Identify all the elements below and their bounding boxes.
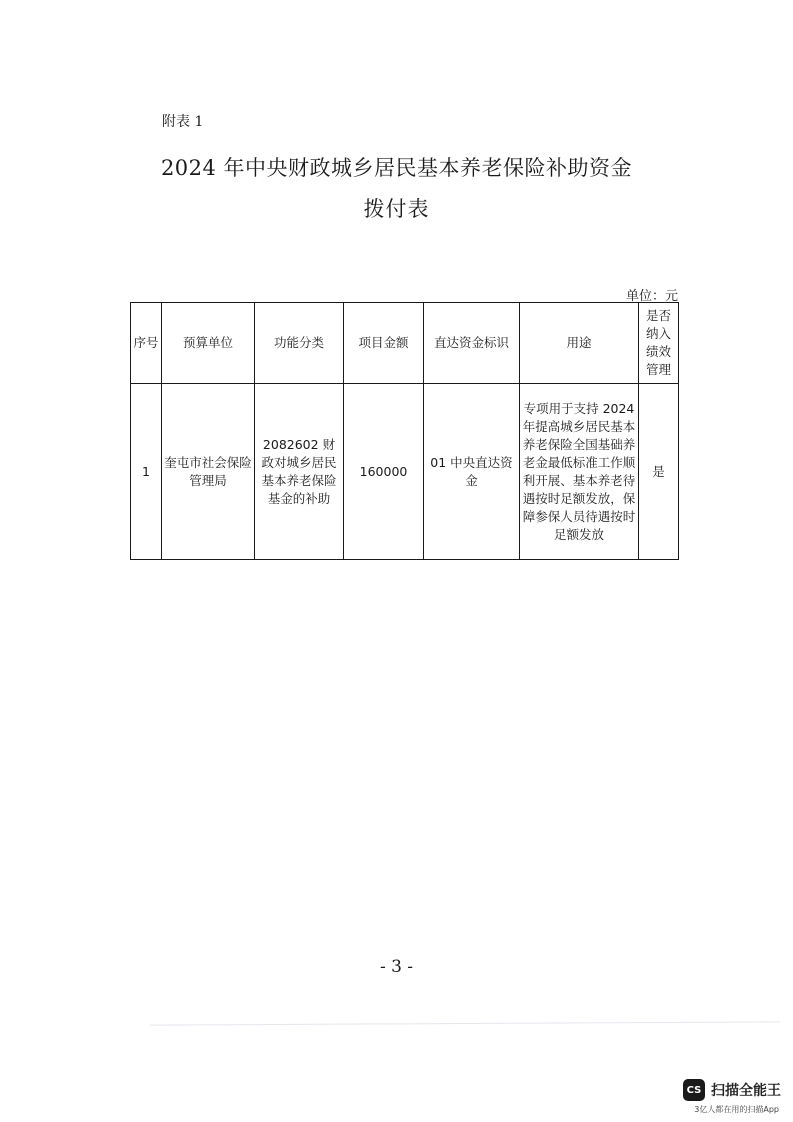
header-direct-fund-flag: 直达资金标识: [424, 303, 520, 384]
header-budget-unit: 预算单位: [162, 303, 255, 384]
header-function-class: 功能分类: [255, 303, 344, 384]
cell-function-class: 2082602 财政对城乡居民基本养老保险基金的补助: [255, 384, 344, 560]
cell-direct-fund-flag: 01 中央直达资金: [424, 384, 520, 560]
header-index: 序号: [131, 303, 162, 384]
cell-index: 1: [131, 384, 162, 560]
table-row: [131, 384, 679, 560]
watermark-app-name: 扫描全能王: [711, 1083, 781, 1099]
cell-performance-managed: 是: [639, 384, 679, 560]
cell-purpose: 专项用于支持 2024 年提高城乡居民基本养老保险全国基础养老金最低标准工作顺利开展、基本养老待遇按时足额发放，保障参保人员待遇按时足额发放: [520, 384, 639, 560]
unit-label: 单位：元: [626, 289, 679, 304]
header-amount: 项目金额: [344, 303, 424, 384]
table-header-row: [131, 303, 679, 384]
cell-amount: 160000: [344, 384, 424, 560]
document-title: 2024 年中央财政城乡居民基本养老保险补助资金: [160, 156, 633, 180]
camscanner-logo-icon: CS: [683, 1079, 705, 1101]
page-number: - 3 -: [379, 957, 414, 977]
cell-budget-unit: 奎屯市社会保险管理局: [162, 384, 255, 560]
document-title-line2: 拨付表: [363, 197, 430, 221]
watermark-tagline: 3亿人都在用的扫描App: [694, 1105, 779, 1114]
header-purpose: 用途: [520, 303, 639, 384]
scanner-watermark: [683, 1079, 781, 1101]
header-performance-managed: 是否纳入绩效管理: [639, 303, 679, 384]
annex-label: 附表 1: [162, 114, 204, 130]
scan-edge-line: [150, 1021, 780, 1027]
fund-allocation-table: [130, 302, 679, 560]
